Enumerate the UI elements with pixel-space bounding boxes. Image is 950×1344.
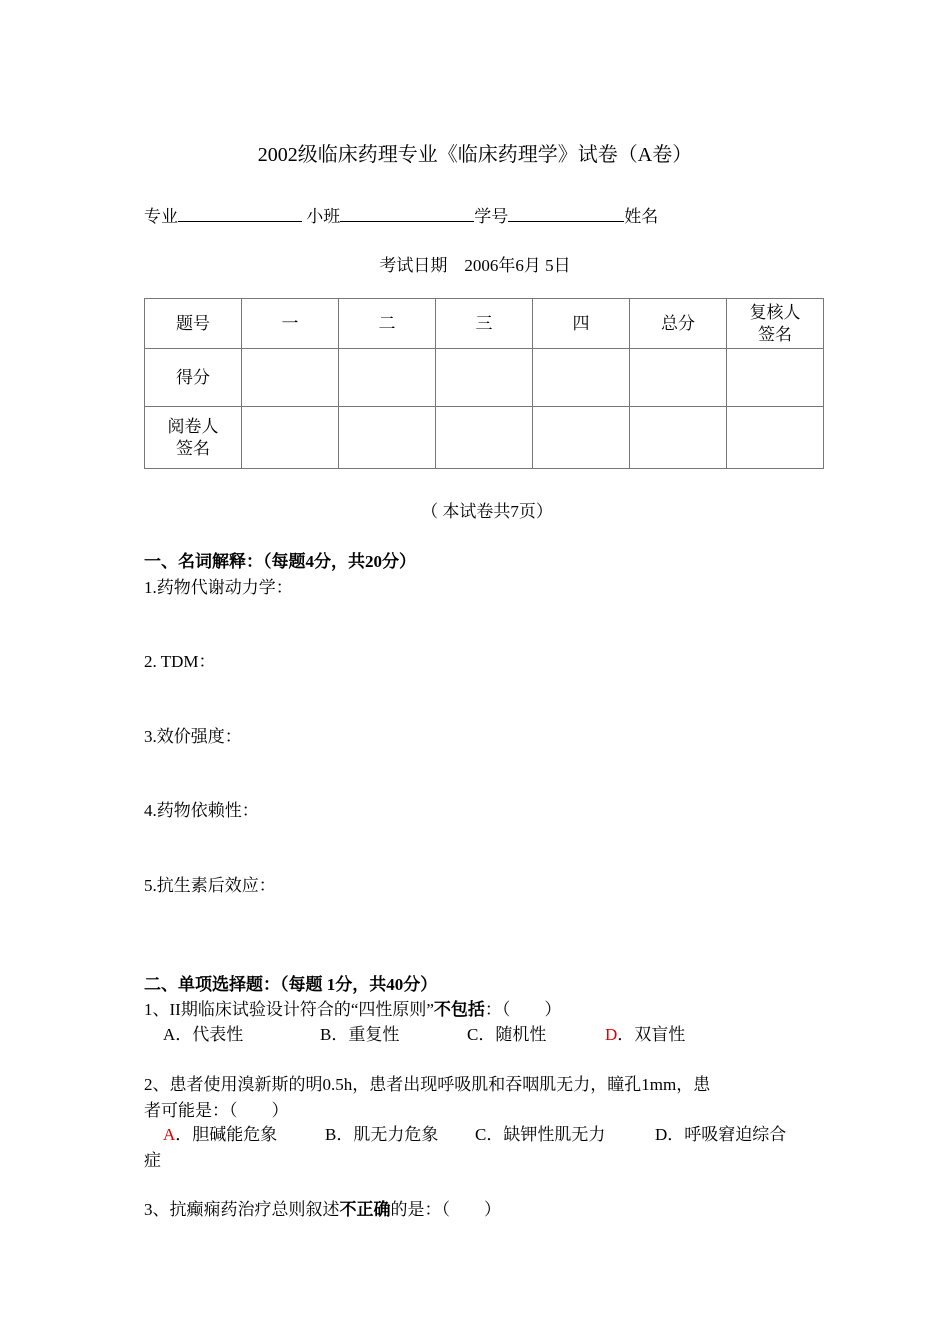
option-letter: D <box>655 1125 668 1144</box>
grader-cell <box>242 407 339 469</box>
option-letter: C <box>475 1125 487 1144</box>
header-cell-number: 题号 <box>145 299 242 349</box>
grader-row-label: 阅卷人签名 <box>145 407 242 469</box>
q2-option-b <box>325 1120 438 1145</box>
term-item-1: 1.药物代谢动力学： <box>144 578 293 597</box>
option-letter: C <box>467 1025 479 1044</box>
q2-option-a <box>163 1120 277 1145</box>
score-cell <box>339 349 436 407</box>
option-text: ．肌无力危象 <box>336 1125 439 1144</box>
term-item-4: 4.药物依赖性： <box>144 801 259 820</box>
option-letter: A <box>163 1025 176 1044</box>
major-label: 专业 <box>144 207 178 226</box>
header-cell-1: 一 <box>242 299 339 349</box>
question-3-prefix: 3、抗癫痫药治疗总则叙述 <box>144 1200 340 1219</box>
score-row <box>145 349 824 407</box>
option-text: ．重复性 <box>331 1025 400 1044</box>
option-letter: B <box>320 1025 332 1044</box>
class-blank <box>340 203 474 222</box>
question-3-emphasis: 不正确 <box>339 1200 391 1219</box>
score-cell <box>242 349 339 407</box>
score-cell <box>533 349 630 407</box>
section1-heading: 一、名词解释：（每题4分，共20分） <box>144 552 416 571</box>
page-title: 2002级临床药理专业《临床药理学》试卷（A卷） <box>257 144 693 166</box>
q1-option-c <box>467 1020 546 1045</box>
score-table <box>144 298 824 469</box>
term-item-5: 5.抗生素后效应： <box>144 876 276 895</box>
score-row-label: 得分 <box>145 349 242 407</box>
question-2-line-1: 2、患者使用溴新斯的明0.5h，患者出现呼吸肌和吞咽肌无力，瞳孔1mm，患 <box>144 1075 711 1094</box>
q1-option-a <box>163 1020 243 1045</box>
q1-option-b <box>320 1020 399 1045</box>
score-cell <box>727 349 824 407</box>
grader-cell <box>727 407 824 469</box>
question-2-line-2: 者可能是：（ ） <box>144 1101 289 1120</box>
exam-date: 考试日期 2006年6月 5日 <box>379 256 571 275</box>
question-1-emphasis: 不包括 <box>433 1000 485 1019</box>
question-3 <box>144 1195 501 1220</box>
score-cell <box>436 349 533 407</box>
id-blank <box>508 203 624 222</box>
question-1-prefix: 1、II期临床试验设计符合的“四性原则” <box>144 1000 434 1019</box>
option-text: ．胆碱能危象 <box>175 1125 278 1144</box>
name-label: 姓名 <box>624 207 659 226</box>
term-item-3: 3.效价强度： <box>144 727 242 746</box>
grader-cell <box>339 407 436 469</box>
section2-heading: 二、单项选择题：（每题 1分，共40分） <box>144 975 438 994</box>
answer-letter: D <box>605 1025 618 1044</box>
grader-cell <box>630 407 727 469</box>
score-table-header-row <box>145 299 824 349</box>
question-3-suffix: 的是：（ ） <box>390 1200 501 1219</box>
answer-letter: A <box>163 1125 176 1144</box>
header-cell-total: 总分 <box>630 299 727 349</box>
major-blank <box>178 203 302 222</box>
question-1-suffix: ：（ ） <box>484 1000 562 1019</box>
grader-cell <box>533 407 630 469</box>
header-cell-2: 二 <box>339 299 436 349</box>
option-letter: B <box>325 1125 337 1144</box>
q1-option-d <box>605 1020 685 1045</box>
option-text: ．双盲性 <box>617 1025 686 1044</box>
class-label: 小班 <box>306 207 341 226</box>
option-text: ．代表性 <box>175 1025 244 1044</box>
option-text: ．缺钾性肌无力 <box>486 1125 606 1144</box>
q2-option-d-wrap: 症 <box>144 1151 161 1170</box>
header-cell-4: 四 <box>533 299 630 349</box>
option-text: ．随机性 <box>478 1025 547 1044</box>
header-cell-3: 三 <box>436 299 533 349</box>
term-item-2: 2. TDM： <box>144 652 216 671</box>
student-info-line <box>144 202 658 227</box>
page-count-note: （ 本试卷共7页） <box>421 502 553 521</box>
score-cell <box>630 349 727 407</box>
grader-row <box>145 407 824 469</box>
header-cell-reviewer: 复核人签名 <box>727 299 824 349</box>
q2-option-d <box>655 1120 786 1145</box>
question-1 <box>144 995 561 1020</box>
q2-option-c <box>475 1120 605 1145</box>
id-label: 学号 <box>474 207 509 226</box>
grader-cell <box>436 407 533 469</box>
option-text: ．呼吸窘迫综合 <box>667 1125 787 1144</box>
